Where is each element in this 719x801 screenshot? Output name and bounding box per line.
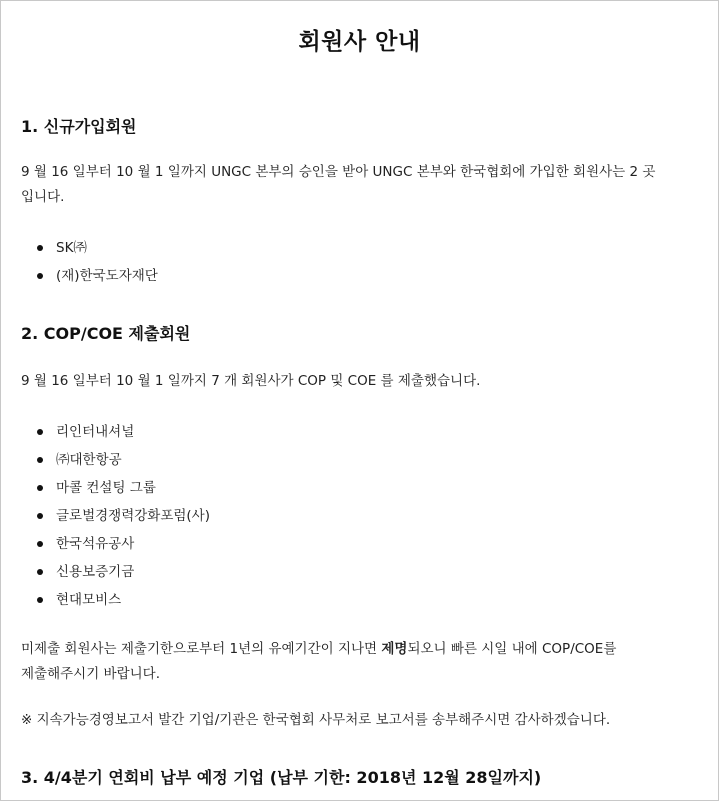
list-item: 리인터내셔널 (21, 418, 210, 446)
section-3-heading: 3. 4/4분기 연회비 납부 예정 기업 (납부 기한: 2018년 12월 28일까지) (21, 768, 542, 787)
section-2-text: 9 월 16 일부터 10 월 1 일까지 7 개 회원사가 COP 및 COE 를 제출했습니다. (21, 373, 481, 389)
notice-text-after: 되오니 빠른 시일 내에 COP/COE를 (407, 641, 617, 657)
section-1-list (21, 234, 158, 290)
notice-line-1 (21, 637, 701, 662)
list-item: 글로벌경쟁력강화포럼(사) (21, 502, 210, 530)
section-2-notice (21, 637, 701, 687)
list-item: 신용보증기금 (21, 558, 210, 586)
page-title: 회원사 안내 (298, 29, 421, 55)
section-2-heading: 2. COP/COE 제출회원 (21, 324, 191, 343)
list-item: SK㈜ (21, 234, 158, 262)
notice-line-2: 제출해주시기 바랍니다. (21, 666, 160, 682)
list-item: ㈜대한항공 (21, 446, 210, 474)
list-item: 현대모비스 (21, 586, 210, 614)
notice-text-before: 미제출 회원사는 제출기한으로부터 1년의 유예기간이 지나면 (21, 641, 382, 657)
section-1-text-line-1: 9 월 16 일부터 10 월 1 일까지 UNGC 본부의 승인을 받아 UNGC 본부와 한국협회에 가입한 회원사는 2 곳 (21, 164, 656, 180)
section-2-list (21, 418, 210, 614)
section-1-heading: 1. 신규가입회원 (21, 117, 137, 136)
report-note: ※ 지속가능경영보고서 발간 기업/기관은 한국협회 사무처로 보고서를 송부해주시면 감사하겠습니다. (21, 712, 611, 728)
document-page (1, 1, 718, 800)
notice-text-bold: 제명 (381, 641, 408, 657)
section-1-text-line-2: 입니다. (21, 189, 65, 205)
list-item: (재)한국도자재단 (21, 262, 158, 290)
list-item: 마콜 컨설팅 그룹 (21, 474, 210, 502)
list-item: 한국석유공사 (21, 530, 210, 558)
section-1-text (21, 160, 701, 210)
